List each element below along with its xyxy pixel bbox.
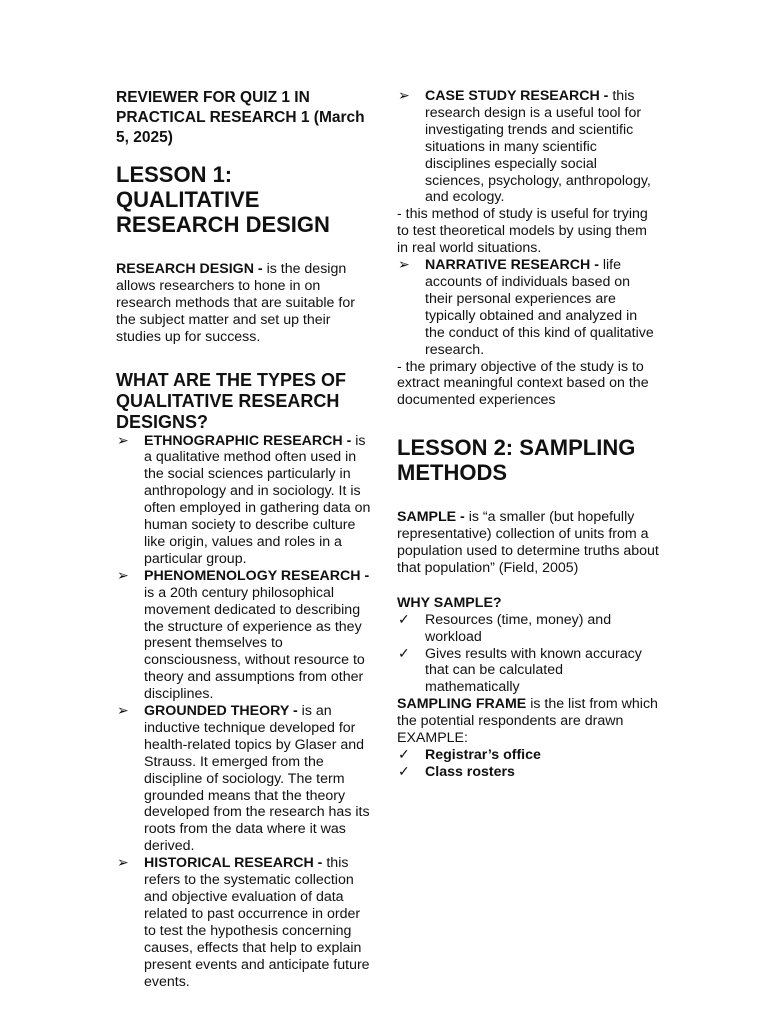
list-item-ethnographic — [116, 433, 374, 568]
item-term: PHENOMENOLOGY RESEARCH - — [144, 567, 370, 584]
item-term: HISTORICAL RESEARCH - — [144, 855, 323, 872]
right-column — [397, 88, 659, 781]
item-text: is an inductive technique developed for health-related topics by Glaser and Strauss. It emerged from the discipline of sociology. The term grounded means that the theory developed from the research has its roots from the data where it was derived. — [144, 703, 370, 855]
arrow-bullet-icon: ➢ — [117, 703, 129, 720]
sampling-frame-term: SAMPLING FRAME — [397, 696, 527, 713]
item-text: is a qualitative method often used in the social sciences particularly in anthropology and in sociology. It is often employed in gathering data on human society to describe culture like origin, values and roles in a particular group. — [144, 432, 371, 567]
example-text: Registrar’s office — [425, 747, 541, 763]
case-study-note: - this method of study is useful for trying to test theoretical models by using them in real world situations. — [397, 206, 648, 257]
item-text: is a 20th century philosophical movement dedicated to describing the structure of experience as they present themselves to consciousness, without resource to theory and assumptions from other disciplines. — [144, 584, 365, 703]
list-item-narrative — [397, 257, 659, 358]
reviewer-title: REVIEWER FOR QUIZ 1 IN PRACTICAL RESEARCH 1 (March 5, 2025) — [116, 89, 365, 146]
checkmark-icon: ✓ — [398, 763, 410, 780]
list-item-case-study — [397, 88, 659, 206]
narrative-note: - the primary objective of the study is to extract meaningful context based on the documented experiences — [397, 358, 649, 409]
types-heading: WHAT ARE THE TYPES OF QUALITATIVE RESEARCH DESIGNS? — [116, 369, 347, 432]
example-text: Class rosters — [425, 763, 515, 780]
sample-term: SAMPLE - — [397, 509, 465, 526]
arrow-bullet-icon: ➢ — [117, 432, 129, 449]
item-text: this research design is a useful tool for investigating trends and scientific situations in many scientific disciplines especially social sciences, psychology, anthropology, and ecology. — [425, 88, 651, 206]
item-text: this refers to the systematic collection and objective evaluation of data related to past occurrence in order to test the hypothesis concerning causes, effects that help to explain present events and anticipate future events. — [144, 855, 370, 990]
example-item — [397, 747, 659, 764]
item-term: ETHNOGRAPHIC RESEARCH - — [144, 432, 352, 449]
left-column — [116, 88, 374, 990]
list-item-grounded-theory — [116, 703, 374, 855]
item-term: NARRATIVE RESEARCH - — [425, 257, 599, 274]
sample-definition — [397, 509, 659, 577]
item-term: CASE STUDY RESEARCH - — [425, 88, 609, 104]
definition-term: RESEARCH DESIGN - — [116, 261, 263, 277]
why-item-text: Resources (time, money) and workload — [425, 611, 612, 645]
example-label: EXAMPLE: — [397, 730, 468, 747]
sampling-frame-text: is the list from which the potential respondents are drawn — [397, 696, 658, 730]
checkmark-icon: ✓ — [398, 611, 410, 628]
why-item — [397, 612, 659, 646]
definition-text: is the design allows researchers to hone in on research methods that are suitable for the subject matter and set up their studies up for success. — [116, 261, 355, 345]
sampling-frame-definition — [397, 696, 659, 730]
lesson2-title: LESSON 2: SAMPLING METHODS — [397, 435, 636, 486]
why-item-text: Gives results with known accuracy that can be calculated mathematically — [425, 645, 642, 696]
why-sample-heading: WHY SAMPLE? — [397, 594, 502, 611]
list-item-phenomenology — [116, 568, 374, 703]
example-item — [397, 764, 659, 781]
why-item — [397, 646, 659, 697]
arrow-bullet-icon: ➢ — [398, 88, 410, 104]
arrow-bullet-icon: ➢ — [117, 855, 129, 872]
list-item-historical — [116, 855, 374, 990]
sample-text: is “a smaller (but hopefully representative) collection of units from a population used to determine truths about that population” (Field, 2005) — [397, 509, 659, 576]
arrow-bullet-icon: ➢ — [398, 257, 410, 274]
research-design-definition — [116, 261, 374, 346]
item-term: GROUNDED THEORY - — [144, 703, 298, 720]
item-text: life accounts of individuals based on their personal experiences are typically obtained and analyzed in the conduct of this kind of qualitative research. — [425, 257, 654, 358]
checkmark-icon: ✓ — [398, 747, 410, 763]
lesson1-title: LESSON 1: QUALITATIVE RESEARCH DESIGN — [116, 162, 330, 237]
checkmark-icon: ✓ — [398, 645, 410, 662]
arrow-bullet-icon: ➢ — [117, 567, 129, 584]
